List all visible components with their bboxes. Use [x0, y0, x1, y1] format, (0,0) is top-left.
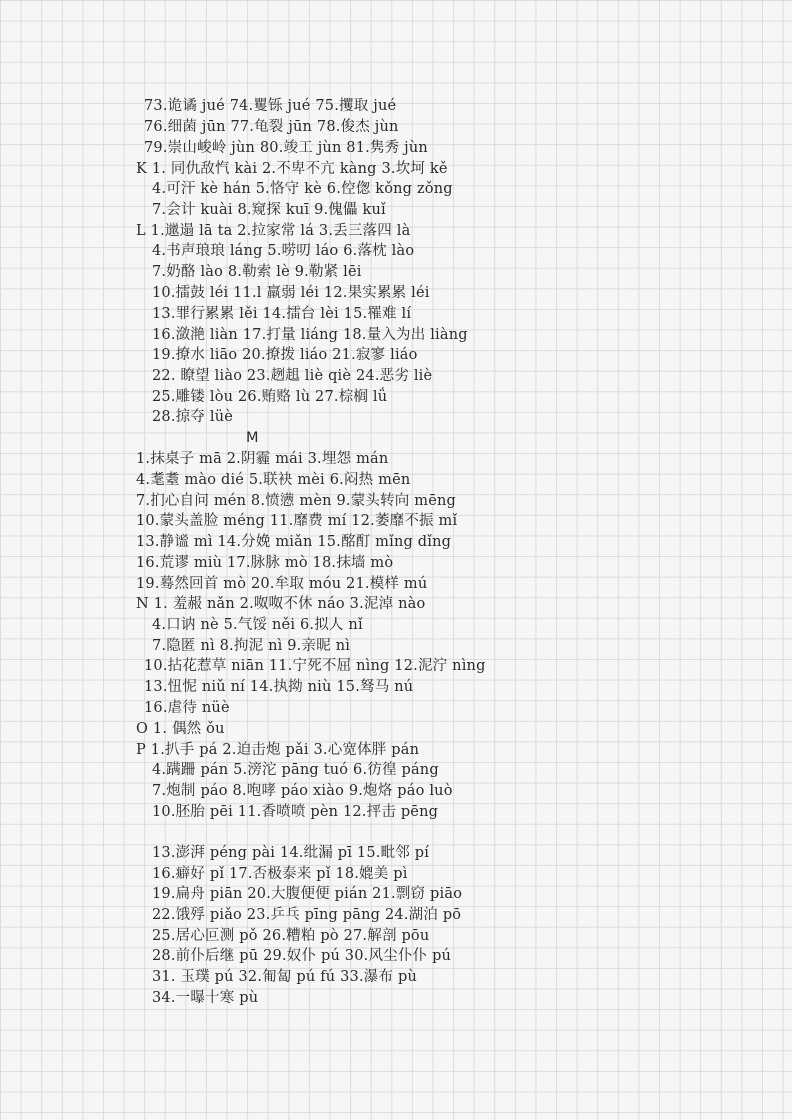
- text-line: 16.荒谬 miù 17.脉脉 mò 18.抹墙 mò: [136, 555, 394, 571]
- section-heading-m: M: [246, 430, 259, 446]
- text-line: 73.诡谲 jué 74.矍铄 jué 75.攫取 jué: [144, 98, 397, 114]
- text-line: 28.掠夺 lüè: [152, 409, 234, 425]
- text-line: O 1. 偶然 ǒu: [136, 721, 225, 737]
- text-line: 25.居心叵测 pǒ 26.糟粕 pò 27.解剖 pōu: [152, 928, 430, 944]
- text-line: 4.书声琅琅 láng 5.唠叨 láo 6.落枕 lào: [152, 243, 415, 259]
- text-line: 1.抹桌子 mā 2.阴霾 mái 3.埋怨 mán: [136, 451, 389, 467]
- text-line: 7.会计 kuài 8.窥探 kuī 9.傀儡 kuǐ: [152, 202, 386, 218]
- text-line: 10.擂鼓 léi 11.l 羸弱 léi 12.果实累累 léi: [152, 285, 430, 301]
- text-line: 7.炮制 páo 8.咆哮 páo xiào 9.炮烙 páo luò: [152, 783, 453, 799]
- text-line: 10.胚胎 pēi 11.香喷喷 pèn 12.抨击 pēng: [152, 804, 439, 820]
- text-line: 4.可汗 kè hán 5.恪守 kè 6.倥偬 kǒng zǒng: [152, 181, 453, 197]
- text-line: 7.隐匿 nì 8.拘泥 nì 9.亲昵 nì: [152, 638, 351, 654]
- text-line: 10.蒙头盖脸 méng 11.靡费 mí 12.萎靡不振 mǐ: [136, 513, 458, 529]
- text-line: 22. 瞭望 liào 23.趔趄 liè qiè 24.恶劣 liè: [152, 368, 433, 384]
- text-line: 13.忸怩 niǔ ní 14.执拗 niù 15.驽马 nú: [144, 679, 414, 695]
- text-line: 25.雕镂 lòu 26.贿赂 lù 27.棕榈 lǘ: [152, 389, 388, 405]
- text-line: 4.蹒跚 pán 5.滂沱 pāng tuó 6.彷徨 páng: [152, 762, 439, 778]
- text-line: 16.癖好 pǐ 17.否极泰来 pǐ 18.媲美 pì: [152, 866, 408, 882]
- text-line: 19.蓦然回首 mò 20.牟取 móu 21.模样 mú: [136, 576, 428, 592]
- text-line: 76.细菌 jūn 77.龟裂 jūn 78.俊杰 jùn: [144, 119, 399, 135]
- text-line: 4.耄耋 mào dié 5.联袂 mèi 6.闷热 mēn: [136, 472, 411, 488]
- text-line: 19.扁舟 piān 20.大腹便便 pián 21.剽窃 piāo: [152, 886, 463, 902]
- text-line: 7.扪心自问 mén 8.愤懑 mèn 9.蒙头转向 mēng: [136, 493, 457, 509]
- text-line: 4.口讷 nè 5.气馁 něi 6.拟人 nǐ: [152, 617, 363, 633]
- text-line: 10.拈花惹草 niān 11.宁死不屈 nìng 12.泥泞 nìng: [144, 658, 486, 674]
- text-line: L 1.邋遢 lā ta 2.拉家常 lá 3.丢三落四 là: [136, 223, 411, 239]
- text-line: 13.澎湃 péng pài 14.纰漏 pī 15.毗邻 pí: [152, 845, 430, 861]
- text-line: 22.饿殍 piǎo 23.乒乓 pīng pāng 24.湖泊 pō: [152, 907, 462, 923]
- text-line: 16.虐待 nüè: [144, 700, 230, 716]
- text-line: P 1.扒手 pá 2.迫击炮 pǎi 3.心宽体胖 pán: [136, 742, 420, 758]
- text-line: K 1. 同仇敌忾 kài 2.不卑不亢 kàng 3.坎坷 kě: [136, 161, 448, 177]
- text-line: 31. 玉璞 pú 32.匍匐 pú fú 33.瀑布 pù: [152, 969, 418, 985]
- text-line: 34.一曝十寒 pù: [152, 990, 259, 1006]
- text-line: 13.静谧 mì 14.分娩 miǎn 15.酩酊 mǐng dǐng: [136, 534, 452, 550]
- text-line: 16.潋滟 liàn 17.打量 liáng 18.量入为出 liàng: [152, 327, 468, 343]
- text-line: 7.奶酪 lào 8.勒索 lè 9.勒紧 lēi: [152, 264, 362, 280]
- text-line: 13.罪行累累 lěi 14.擂台 lèi 15.罹难 lí: [152, 306, 412, 322]
- text-line: N 1. 羞赧 nǎn 2.呶呶不休 náo 3.泥淖 nào: [136, 596, 426, 612]
- text-line: 79.崇山峻岭 jùn 80.竣工 jùn 81.隽秀 jùn: [144, 140, 428, 156]
- text-line: 28.前仆后继 pū 29.奴仆 pú 30.风尘仆仆 pú: [152, 948, 452, 964]
- text-line: 19.撩水 liāo 20.撩拨 liáo 21.寂寥 liáo: [152, 347, 418, 363]
